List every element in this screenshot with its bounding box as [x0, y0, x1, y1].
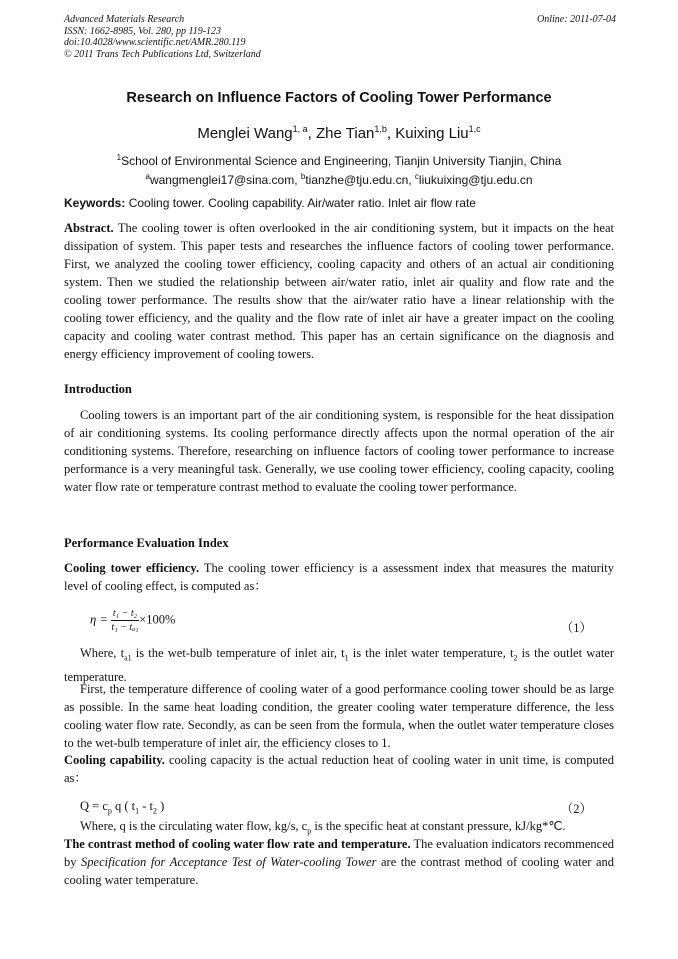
capability-label: Cooling capability.: [64, 753, 165, 767]
keywords: [64, 196, 476, 210]
where1-text: is the inlet water temperature, t: [348, 646, 514, 660]
first-paragraph: First, the temperature difference of cooling water of a good performance cooling tower should be as large as possible. In the same heat loading condition, the greater cooling water temperature difference, the less cooling water flow rate. Secondly, as can be seen from the formula, when the outlet water temperature closes to the wet-bulb temperature of inlet air, the efficiency closes to 1.: [64, 682, 614, 750]
where1-text: is the outlet water temperature.: [64, 646, 615, 684]
author-affiliation-mark: 1,c: [468, 124, 481, 134]
journal-header: [64, 14, 616, 60]
where1-subscript: 1: [344, 653, 349, 663]
eq1-lhs: η =: [90, 612, 108, 627]
author-affiliation-mark: 1,b: [374, 124, 387, 134]
affiliation: [0, 153, 678, 168]
email-mark: a: [145, 172, 150, 181]
eq2-text: Q = c: [80, 799, 108, 813]
eq2-text: ): [157, 799, 165, 813]
affiliation-mark: 1: [116, 153, 122, 162]
keywords-text: Cooling tower. Cooling capability. Air/water ratio. Inlet air flow rate: [128, 196, 476, 210]
email-mark: c: [414, 172, 419, 181]
abstract: [64, 219, 614, 363]
eq1-numerator: t₁ − t₂: [112, 608, 138, 619]
eq1-number: （1）: [560, 621, 592, 635]
author-separator: ,: [307, 125, 317, 142]
capability-text: cooling capacity is the actual reduction heat of cooling water in unit time, is computed as：: [64, 753, 614, 785]
eq2-subscript: 1: [135, 806, 140, 816]
author-name: Kuixing Liu: [395, 125, 469, 142]
journal-name: Advanced Materials Research: [64, 14, 185, 25]
introduction-text: Cooling towers is an important part of the air conditioning system, is responsible for the heat dissipation of air conditioning systems. Its cooling performance directly affects upon the normal operation of the air conditioning systems. Therefore, researching on influence factors of cooling tower performance to increase performance is a very meaningful task. Generally, we use cooling tower efficiency, cooling capacity, cooling water flow rate or temperature contrast method to evaluate the cooling tower performance.: [64, 408, 614, 494]
performance-heading: Performance Evaluation Index: [64, 536, 229, 550]
email-mark: b: [300, 172, 306, 181]
where1-text: Where, t: [80, 646, 125, 660]
eq2-text: - t: [139, 799, 154, 813]
paper-title: Research on Influence Factors of Cooling Tower Performance: [126, 90, 552, 106]
copyright-line: © 2011 Trans Tech Publications Ltd, Switzerland: [64, 48, 261, 60]
contrast-paragraph: [64, 835, 614, 889]
affiliation-text: School of Environmental Science and Engineering, Tianjin University Tianjin, China: [121, 154, 562, 168]
online-date: Online: 2011-07-04: [537, 14, 616, 25]
where1-subscript: a1: [124, 653, 132, 663]
author-separator: ,: [386, 125, 396, 142]
abstract-text: The cooling tower is often overlooked in the air conditioning system, but it impacts on the heat dissipation of system. This paper tests and researches the influence factors of cooling tower performance. First, we analyzed the cooling tower efficiency, cooling capacity and others of an actual air conditioning system. Then we studied the relationship between air/water ratio, inlet air quality and flow rate and the cooling tower performance. The results show that the air/water ratio have a linear relationship with the cooling tower efficiency, and the quality and the flow rate of inlet air have a greater impact on the cooling capacity and cooling water contrast method. This paper has an certain significance on the diagnosis and energy efficiency improvement of cooling towers.: [64, 221, 615, 361]
author-list: [0, 124, 678, 142]
efficiency-paragraph: [64, 559, 614, 595]
issn-line: ISSN: 1662-8985, Vol. 280, pp 119-123: [64, 25, 222, 37]
contrast-label: The contrast method of cooling water flow rate and temperature.: [64, 837, 411, 851]
eq2-subscript: p: [107, 806, 112, 816]
eq2-text: q ( t: [111, 799, 136, 813]
eq1-tail: ×100%: [139, 612, 176, 627]
where1-text: is the wet-bulb temperature of inlet air, t: [131, 646, 345, 660]
contrast-text: are the contrast method of cooling water and cooling water temperature.: [64, 855, 614, 887]
capability-paragraph: [64, 751, 614, 787]
author-affiliation-mark: 1, a: [292, 124, 308, 134]
contrast-text: The evaluation indicators recommenced by: [64, 837, 614, 869]
email-link[interactable]: wangmenglei17@sina.com,: [149, 173, 298, 187]
abstract-label: Abstract.: [64, 221, 114, 235]
eq2-number: （2）: [560, 802, 592, 816]
efficiency-text: The cooling tower efficiency is a assessment index that measures the maturity level of cooling effect, is computed as：: [64, 561, 614, 593]
eq1-denominator: t₁ − tₐ₁: [111, 622, 139, 633]
where2-subscript: p: [307, 826, 312, 836]
specification-title: Specification for Acceptance Test of Water-cooling Tower: [81, 855, 377, 869]
author-name: Menglei Wang: [197, 125, 293, 142]
equation-2: [64, 799, 614, 816]
where2-text: is the specific heat at constant pressure, kJ/kg*℃.: [311, 819, 566, 833]
keywords-label: Keywords:: [64, 196, 126, 210]
eq1-fraction: [111, 608, 139, 633]
doi-line: doi:10.4028/www.scientific.net/AMR.280.119: [64, 37, 246, 48]
equation-1: [64, 608, 614, 633]
introduction-heading: Introduction: [64, 382, 132, 396]
email-link[interactable]: tianzhe@tju.edu.cn,: [305, 173, 412, 187]
efficiency-label: Cooling tower efficiency.: [64, 561, 200, 575]
eq2-subscript: 2: [153, 806, 158, 816]
email-list: [0, 172, 678, 187]
author-name: Zhe Tian: [316, 125, 375, 142]
where1-subscript: 2: [513, 653, 518, 663]
email-link[interactable]: liukuixing@tju.edu.cn: [418, 173, 533, 187]
where2-text: Where, q is the circulating water flow, kg/s, c: [80, 819, 308, 833]
